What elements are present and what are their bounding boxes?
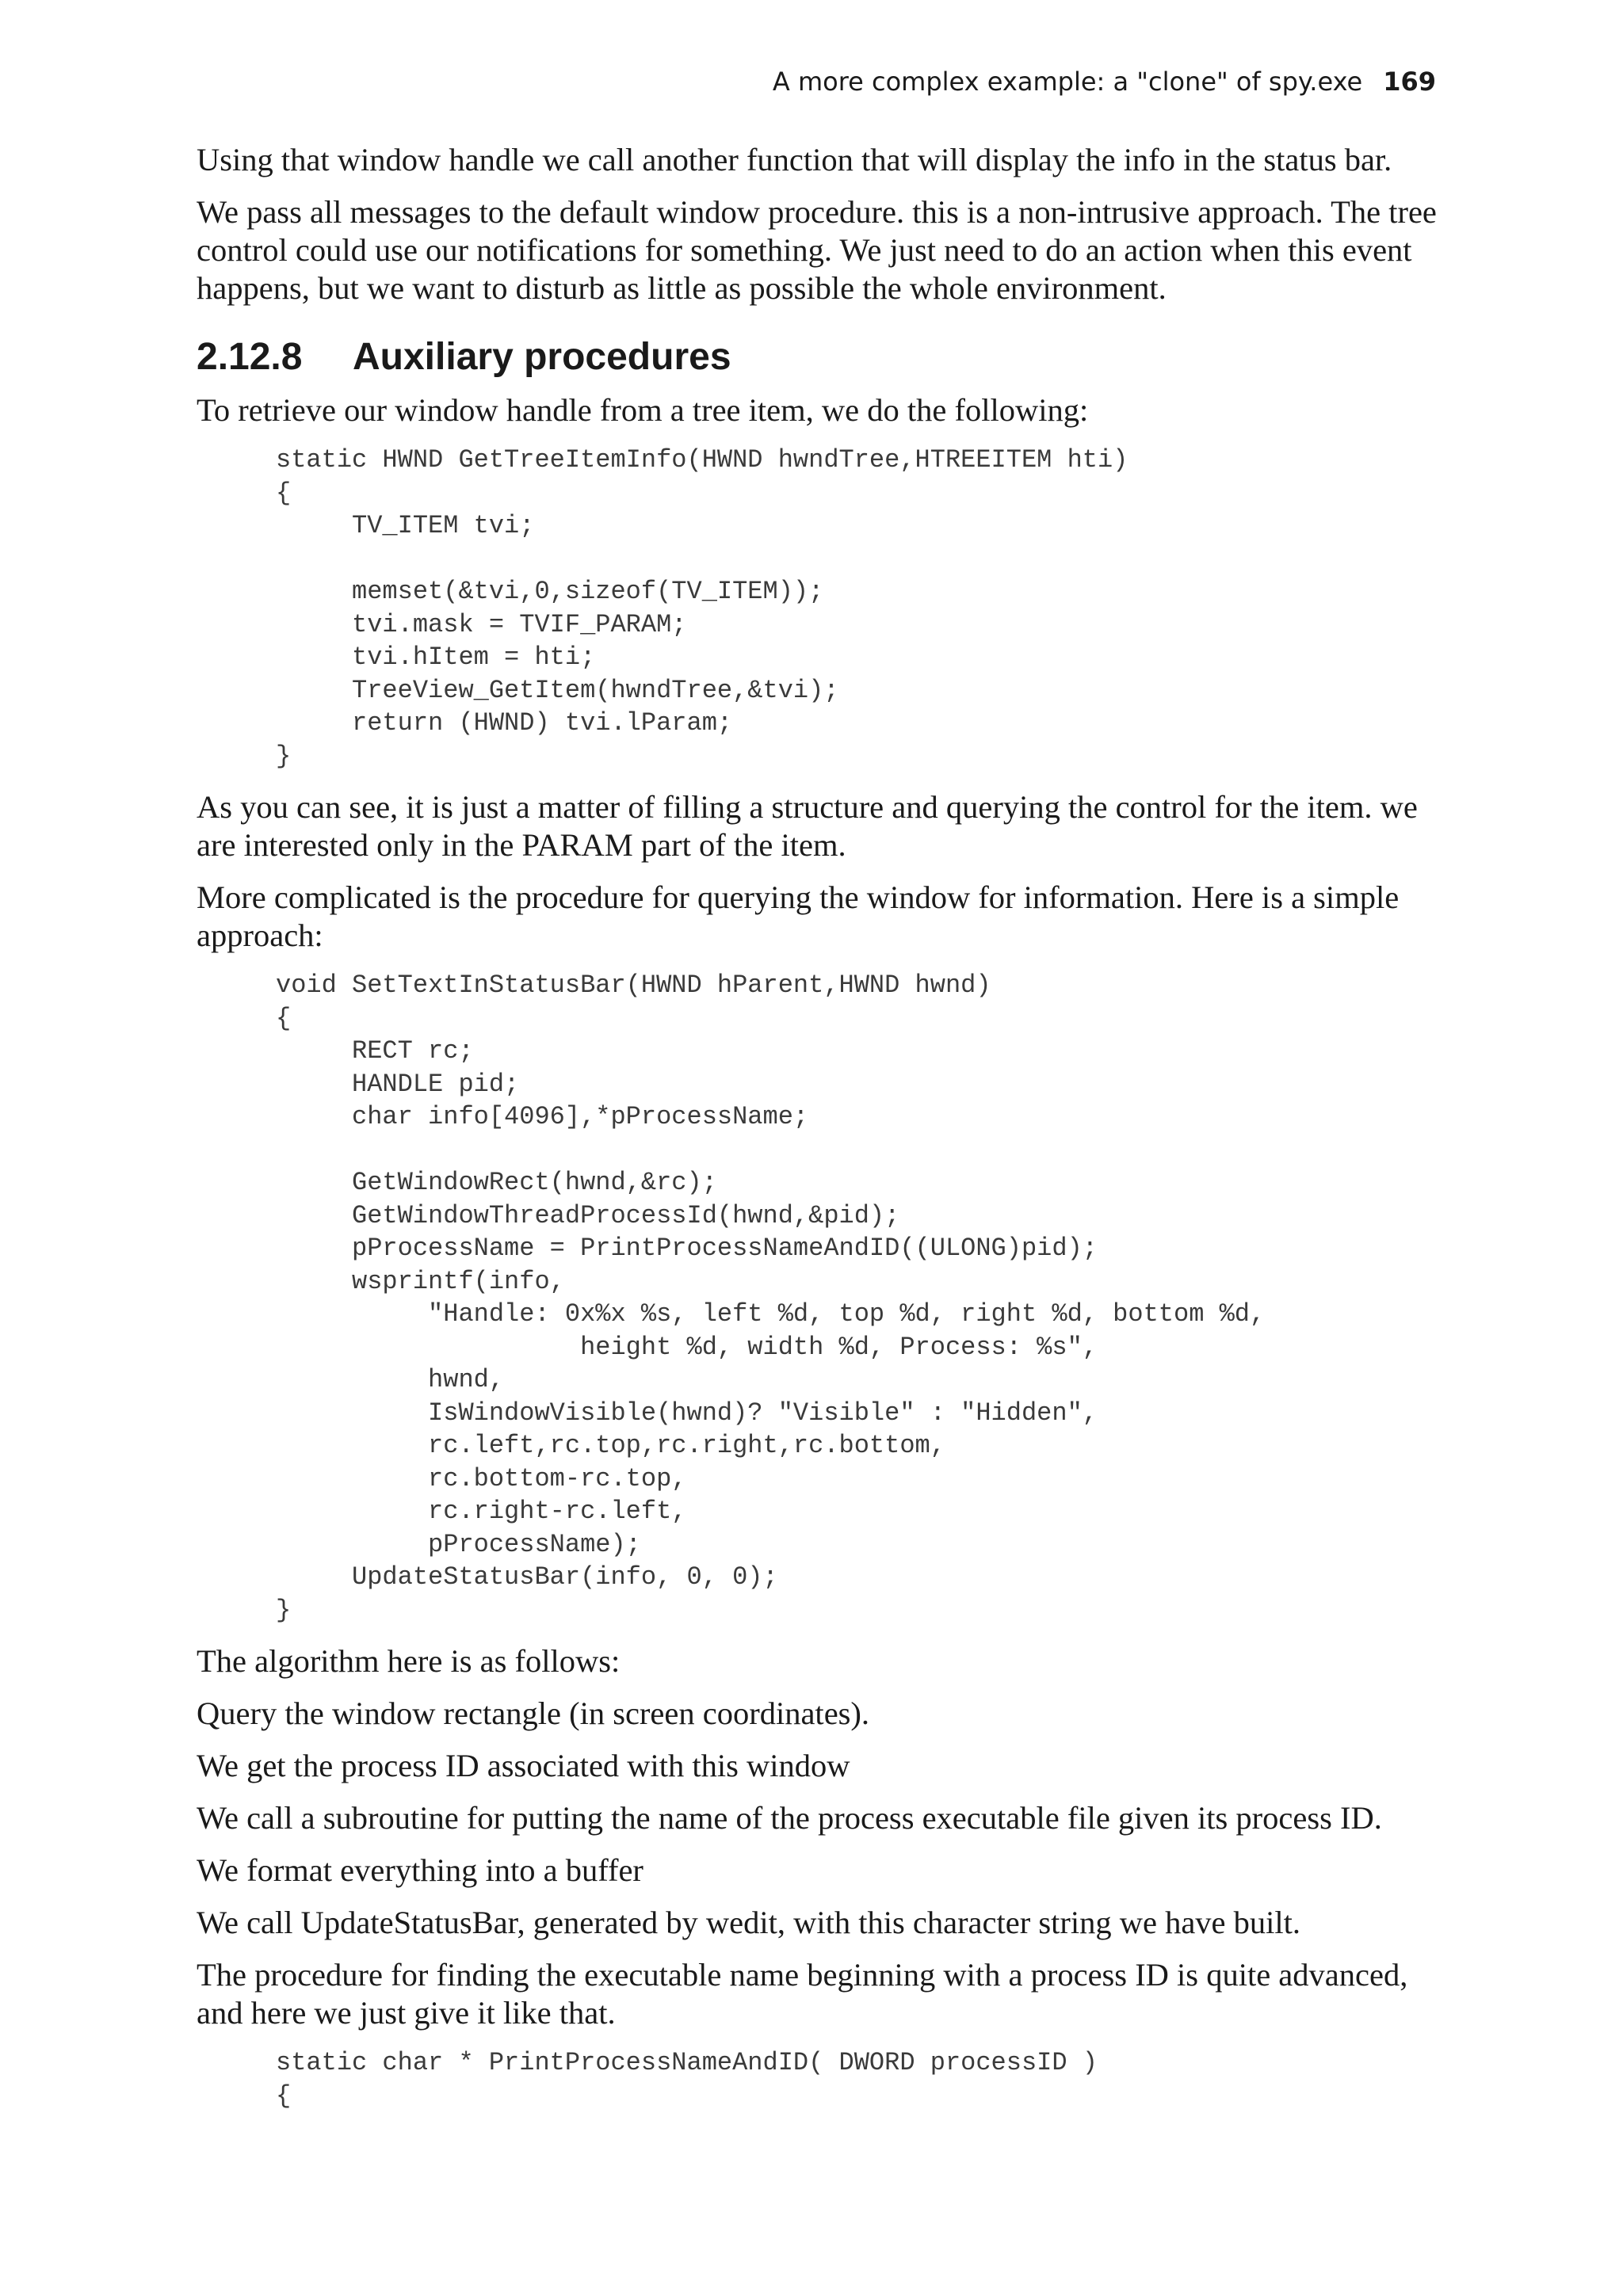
paragraph-default-procedure: We pass all messages to the default window procedure. this is a non-intrusive approach. The tree control could use our notifications for something. We just need to do an action when this event happens, but we want to disturb as little as possible the whole environment.: [197, 194, 1437, 306]
section-heading: [197, 334, 1442, 380]
paragraph-update-status-bar: We call UpdateStatusBar, generated by wedit, with this character string we have built.: [197, 1905, 1301, 1940]
page-number: 169: [1383, 67, 1436, 97]
paragraph-more-complicated: More complicated is the procedure for querying the window for information. Here is a simple approach:: [197, 879, 1400, 953]
running-title: A more complex example: a "clone" of spy.exe: [772, 67, 1363, 97]
paragraph-retrieve-handle: To retrieve our window handle from a tree item, we do the following:: [197, 392, 1089, 428]
paragraph-process-id: We get the process ID associated with this window: [197, 1748, 850, 1783]
section-title: Auxiliary procedures: [353, 336, 731, 378]
paragraph-filling-structure: As you can see, it is just a matter of filling a structure and querying the control for the item. we are interested only in the PARAM part of the item.: [197, 789, 1418, 863]
paragraph-executable-name: The procedure for finding the executable name beginning with a process ID is quite advanced, and here we just give it like that.: [197, 1957, 1408, 2031]
paragraph-window-handle: Using that window handle we call another function that will display the info in the status bar.: [197, 142, 1392, 177]
code-block-get-tree-item-info: static HWND GetTreeItemInfo(HWND hwndTree,HTREEITEM hti) { TV_ITEM tvi; memset(&tvi,0,sizeof(TV_ITEM)); tvi.mask = TVIF_PARAM; tvi.hItem = hti; TreeView_GetItem(hwndTree,&tvi); return (HWND) tvi.lParam; }: [276, 445, 1128, 771]
code-block-print-process-name: static char * PrintProcessNameAndID( DWORD processID ) {: [276, 2048, 1098, 2111]
code-block-set-text-in-status-bar: void SetTextInStatusBar(HWND hParent,HWND hwnd) { RECT rc; HANDLE pid; char info[4096],*pProcessName; GetWindowRect(hwnd,&rc); GetWindowThreadProcessId(hwnd,&pid); pProcessName = PrintProcessNameAndID((ULONG)pid); wsprintf(info, "Handle: 0x%x %s, left %d, top %d, right %d, bottom %d, height %d, width %d, Process: %s", hwnd, IsWindowVisible(hwnd)? "Visible" : "Hidden", rc.left,rc.top,rc.right,rc.bottom, rc.bottom-rc.top, rc.right-rc.left, pProcessName); UpdateStatusBar(info, 0, 0); }: [276, 971, 1266, 1625]
running-header: [773, 67, 1436, 97]
paragraph-format-buffer: We format everything into a buffer: [197, 1852, 643, 1888]
section-number: 2.12.8: [197, 336, 303, 378]
paragraph-algorithm: The algorithm here is as follows:: [197, 1643, 621, 1679]
page-content: [197, 141, 1442, 2128]
paragraph-query-rectangle: Query the window rectangle (in screen coordinates).: [197, 1695, 870, 1731]
paragraph-subroutine: We call a subroutine for putting the name of the process executable file given its process ID.: [197, 1800, 1382, 1836]
